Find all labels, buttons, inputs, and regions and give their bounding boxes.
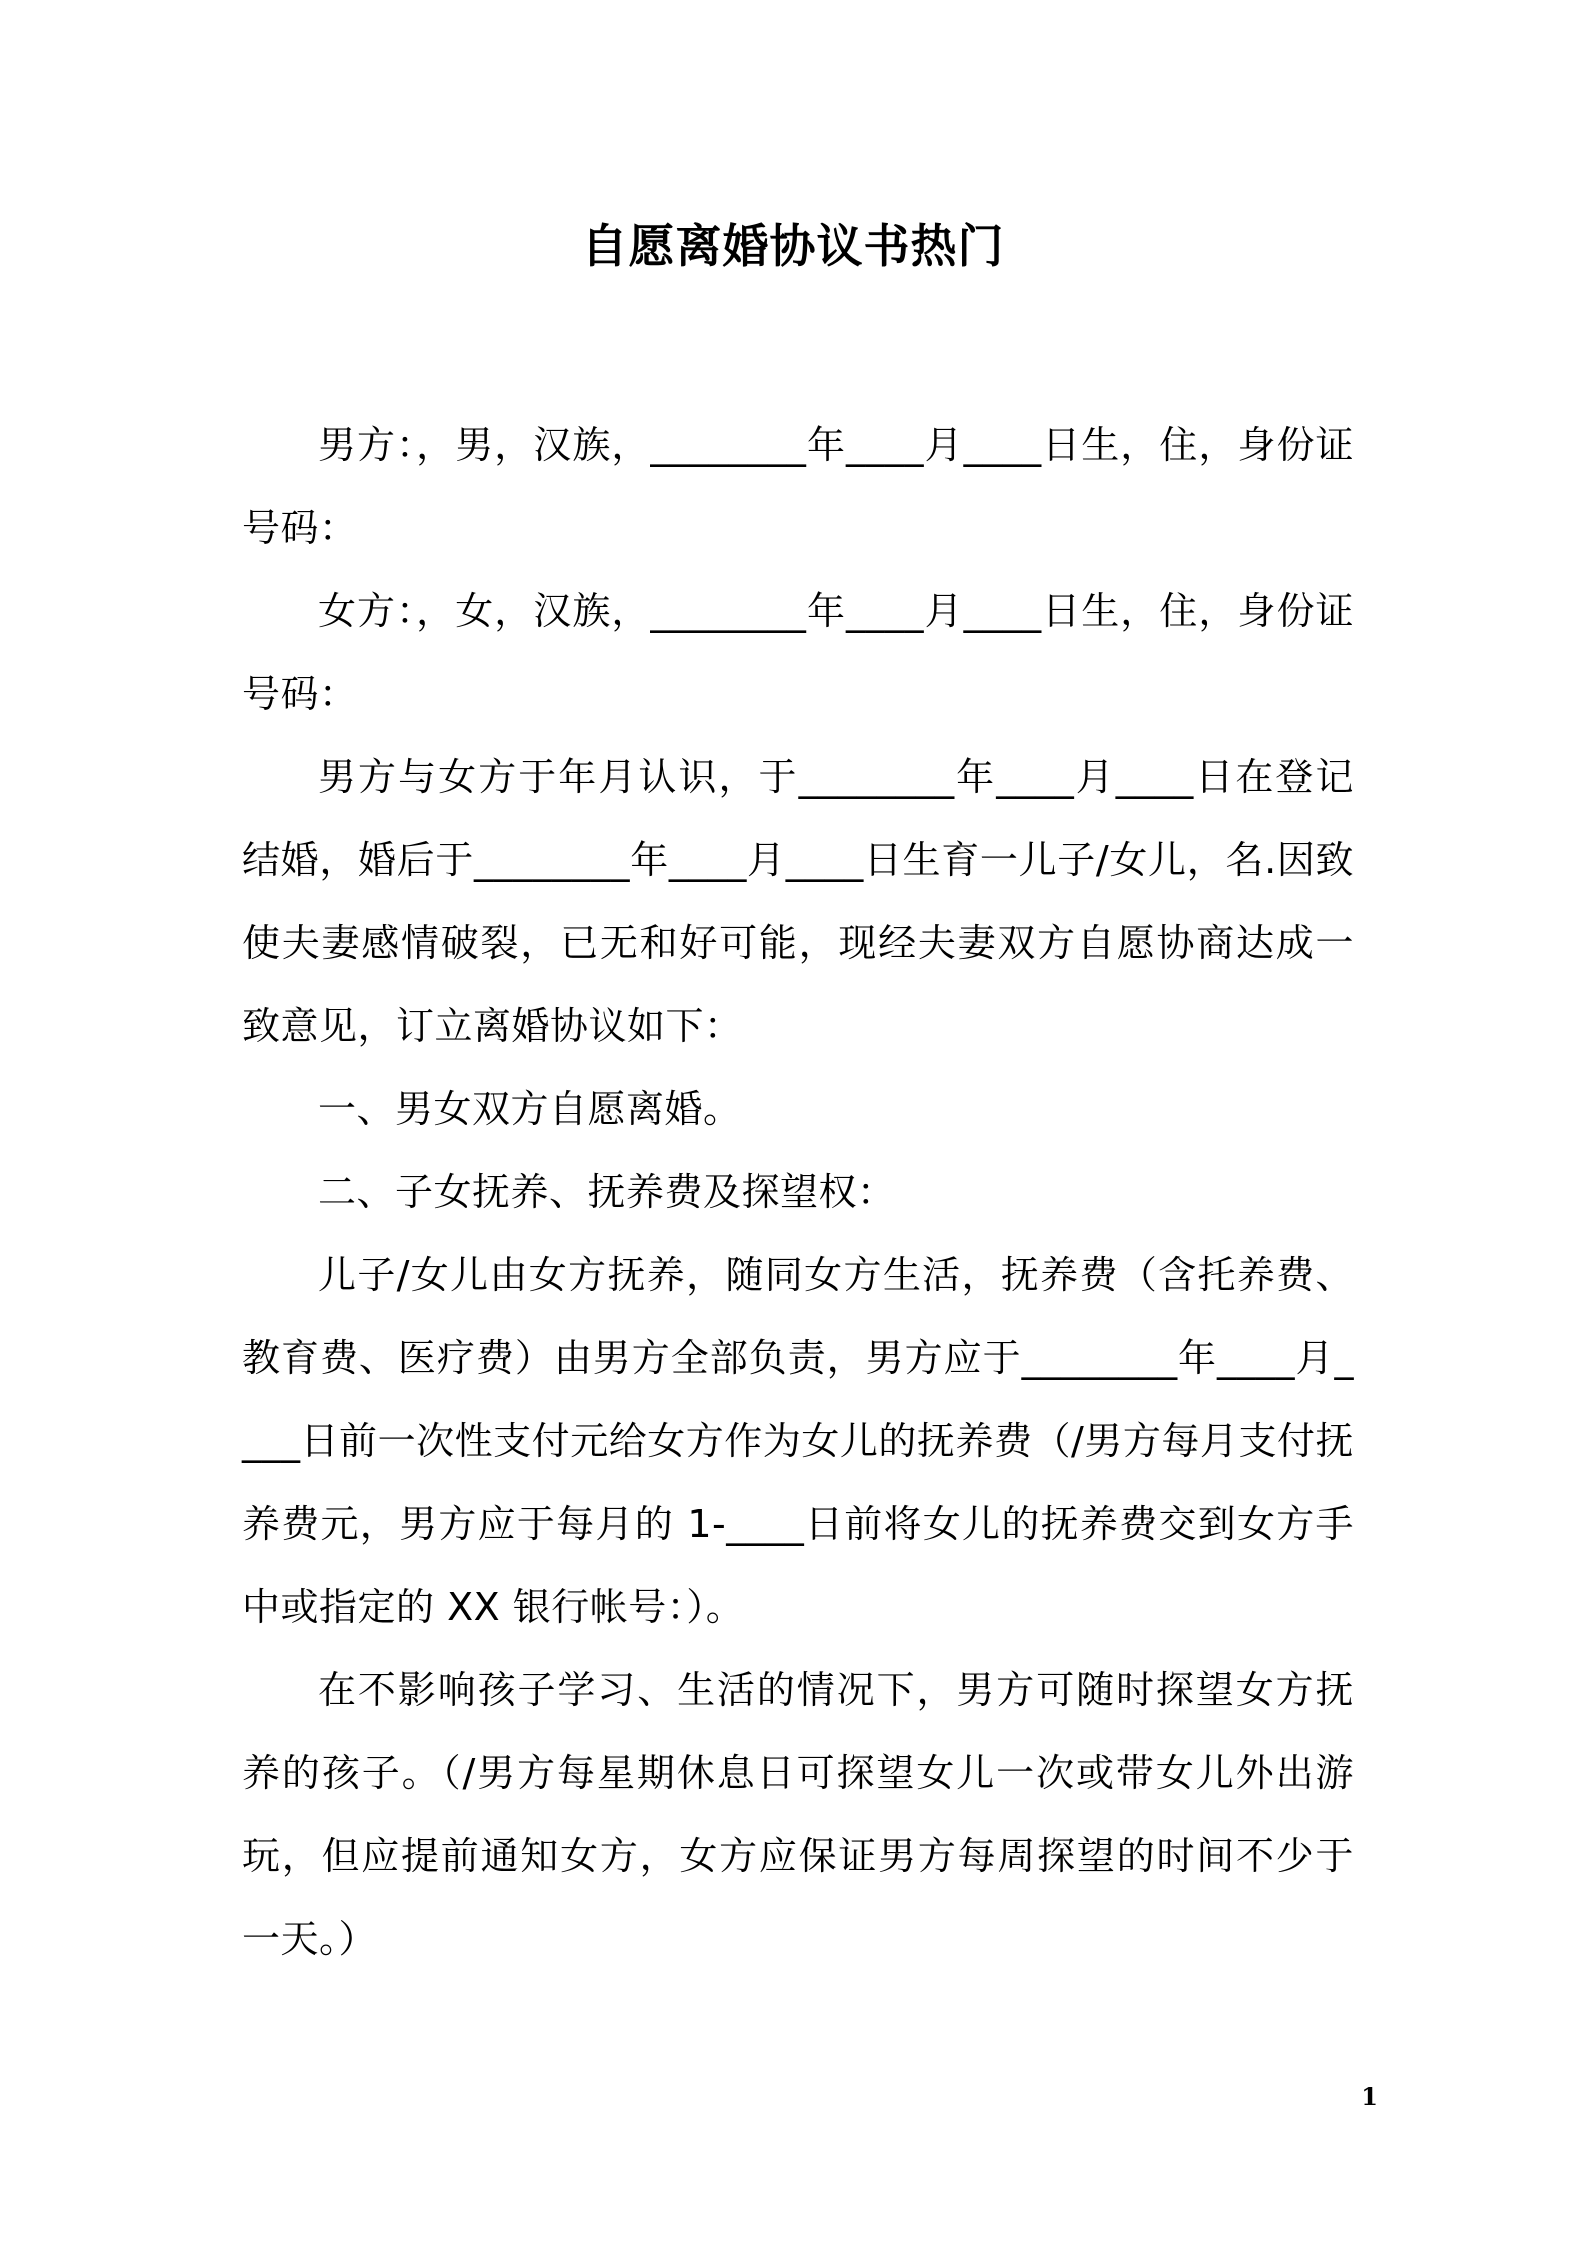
paragraph-male-party: 男方：，男，汉族，________年____月____日生，住，身份证号码： bbox=[242, 423, 1354, 550]
document-body bbox=[242, 404, 1354, 1981]
paragraph-visitation: 在不影响孩子学习、生活的情况下，男方可随时探望女方抚养的孩子。（/男方每星期休息日可探望女儿一次或带女儿外出游玩，但应提前通知女方，女方应保证男方每周探望的时间不少于一天。） bbox=[242, 1668, 1354, 1961]
paragraph-marriage-background: 男方与女方于年月认识，于________年____月____日在登记结婚，婚后于________年____月____日生育一儿子/女儿，名.因致使夫妻感情破裂，已无和好可能，现经夫妻双方自愿协商达成一致意见，订立离婚协议如下： bbox=[242, 755, 1354, 1048]
paragraph-child-support: 儿子/女儿由女方抚养，随同女方生活，抚养费（含托养费、教育费、医疗费）由男方全部负责，男方应于________年____月____日前一次性支付元给女方作为女儿的抚养费（/男方每月支付抚养费元，男方应于每月的 1-____日前将女儿的抚养费交到女方手中或指定的 XX 银行帐号：）。 bbox=[242, 1253, 1354, 1629]
page-number: 1 bbox=[1361, 2082, 1378, 2111]
paragraph-clause-two-heading: 二、子女抚养、抚养费及探望权： bbox=[318, 1170, 896, 1214]
paragraph-clause-one: 一、男女双方自愿离婚。 bbox=[318, 1087, 742, 1131]
paragraph-female-party: 女方：，女，汉族，________年____月____日生，住，身份证号码： bbox=[242, 589, 1354, 716]
document-title: 自愿离婚协议书热门 bbox=[581, 219, 1005, 273]
